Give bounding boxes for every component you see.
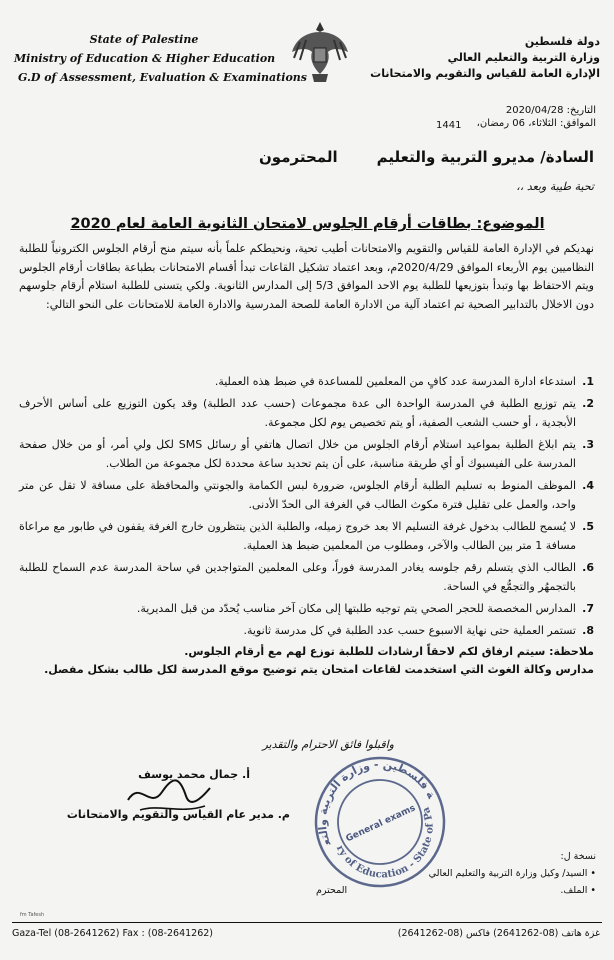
item-number: 6. xyxy=(582,561,594,574)
item-text: استدعاء ادارة المدرسة عدد كافٍ من المعلمين للمساعدة في ضبط هذه العملية. xyxy=(214,375,576,388)
footer-contact-ar: غزة هاتف (08-2641262) فاكس (08-2641262) xyxy=(397,928,600,939)
item-text: المدارس المخصصة للحجر الصحي يتم توجيه طلبتها إلى مكان آخر مناسب يُحدّد من قبل المديرية. xyxy=(136,602,576,615)
header-ar-state: دولة فلسطين xyxy=(524,35,600,48)
header-en-ministry: Ministry of Education & Higher Education xyxy=(14,52,276,65)
item-number: 3. xyxy=(582,438,594,451)
item-number: 2. xyxy=(582,397,594,410)
stamp-center-text: General exams xyxy=(344,803,418,845)
addressee-respected: المحترمون xyxy=(259,148,338,166)
intro-paragraph: نهديكم في الإدارة العامة للقياس والتقويم والامتحانات أطيب تحية، ونحيطكم علماً بأنه سيتم منح أرقام الجلوس الكترونياً للطلبة النظاميين يوم الأربعاء الموافق 2020/4/29م، وبعد اعتماد تشكيل القاعات تبدأ أقسام الامتحانات بطباعة بطاقات أرقام الجلوس ويتم الاحتفاظ بها وتبدأ بتوزيعها للطلبة يوم الاحد الموافق 5/3 إلى المدارس الثانوية. ولكي يتسنى للطلبة استلام أرقام جلوسهم دون الاخلال بالتدابير الصحية تم اعتماد آلية من الادارة العامة للصحة المدرسية والادارة العامة للامتحانات على النحو التالي: xyxy=(19,242,594,311)
list-item xyxy=(19,394,594,432)
item-text: الموظف المنوط به تسليم الطلبة أرقام الجلوس، ضرورة لبس الكمامة والجونتي والمحافظة على مسافة لا تقل عن متر واحد، والعمل على تقليل فترة مكوث الطالب في الغرفة الى الحدّ الأدنى. xyxy=(19,479,576,511)
copies-block xyxy=(316,848,596,899)
list-item xyxy=(19,621,594,640)
item-number: 8. xyxy=(582,624,594,637)
cc-file: • الملف. xyxy=(560,885,596,896)
signer-name: أ. جمال محمد يوسف xyxy=(138,768,250,781)
addressee-line xyxy=(19,148,594,166)
list-item xyxy=(19,517,594,555)
hijri-year: 1441 xyxy=(436,120,462,131)
item-text: الطالب الذي يتسلم رقم جلوسه يغادر المدرسة فوراً، وعلى المعلمين المتواجدين في ساحة المدرسة عدم السماح للطلبة بالتجمهُر والتجمُّع في الساحة. xyxy=(19,561,576,593)
header-en-state: State of Palestine xyxy=(89,33,199,46)
cc-heading: نسخة ل: xyxy=(560,851,596,862)
item-number: 1. xyxy=(582,375,594,388)
item-number: 7. xyxy=(582,602,594,615)
list-item xyxy=(19,599,594,618)
printer-mark: fm Tafesh xyxy=(20,912,45,918)
cc-line-2: الملف. xyxy=(560,885,588,896)
item-number: 5. xyxy=(582,520,594,533)
greeting: تحية طيبة وبعد ،، xyxy=(516,180,594,193)
stamp-ring-text: Ministry of Education - State of Palestine xyxy=(333,805,436,881)
stamp-outer-text: دولة فلسطين - وزارة التربية والتعليم xyxy=(315,757,438,848)
footer-divider xyxy=(12,922,602,923)
cc-line-1: السيد/ وكيل وزارة التربية والتعليم العالي xyxy=(428,868,588,879)
header-en-department: G.D of Assessment, Evaluation & Examinations xyxy=(18,71,307,84)
closing-salutation: واقبلوا فائق الاحترام والتقدير xyxy=(262,738,394,751)
list-item xyxy=(19,476,594,514)
addressee-to: السادة/ مديرو التربية والتعليم xyxy=(376,148,594,166)
item-text: يتم توزيع الطلبة في المدرسة الواحدة الى عدة مجموعات (حسب عدد الطلبة) وقد يكون التوزيع على أساس الأحرف الأبجدية ، أو حسب الشعب الصفية، أو يتم تخصيص يوم لكل مجموعة. xyxy=(19,397,576,429)
eagle-emblem-icon xyxy=(290,18,350,86)
cc-undersecretary: • السيد/ وكيل وزارة التربية والتعليم العالي xyxy=(428,868,596,879)
date-block xyxy=(396,104,596,130)
subject-line: الموضوع: بطاقات أرقام الجلوس لامتحان الثانوية العامة لعام 2020 xyxy=(70,216,545,232)
item-text: لا يُسمح للطالب بدخول غرفة التسليم الا بعد خروج زميله، والطلبة الذين ينتظرون خارج الغرفة يقفون في طابور مع مراعاة مسافة 1 متر بين الطالب والآخر، ومطلوب من المعلمين ضبط هذ العملية. xyxy=(19,520,576,552)
item-text: يتم ابلاغ الطلبة بمواعيد استلام أرقام الجلوس من خلال اتصال هاتفي أو رسائل SMS لكل ولي أمر، أو من خلال صفحة المدرسة على الفيسبوك أو أي طريقة مناسبة، على أن يتم تحديد ساعة محددة لكل مجموعة من الطلاب. xyxy=(19,438,576,470)
signer-title: م. مدير عام القياس والتقويم والامتحانات xyxy=(66,808,290,821)
header-arabic xyxy=(370,34,600,82)
header-ar-department: الإدارة العامة للقياس والتقويم والامتحانات xyxy=(370,67,600,80)
item-text: تستمر العملية حتى نهاية الاسبوع حسب عدد الطلبة في كل مدرسة ثانوية. xyxy=(243,624,576,637)
item-number: 4. xyxy=(582,479,594,492)
cc-respected: المحترم xyxy=(316,885,348,896)
list-item xyxy=(19,558,594,596)
hijri-date: الموافق: الثلاثاء، 06 رمضان، xyxy=(476,118,596,129)
header-ar-ministry: وزارة التربية والتعليم العالي xyxy=(447,51,600,64)
instructions-list xyxy=(19,372,594,679)
footer-contact-en: Gaza-Tel (08-2641262) Fax : (08-2641262) xyxy=(12,928,214,939)
note-unrwa-schools: مدارس وكالة الغوث التي استخدمت لقاعات امتحان يتم توضيح موقع المدرسة لكل طالب بشكل مفصل. xyxy=(44,663,594,676)
gregorian-date: التاريخ: 2020/04/28 xyxy=(505,105,596,116)
header-english xyxy=(14,30,307,87)
list-item xyxy=(19,435,594,473)
list-item xyxy=(19,372,594,391)
note-students-guidance: ملاحظة: سيتم ارفاق لكم لاحقاً ارشادات للطلبة توزع لهم مع أرقام الجلوس. xyxy=(184,645,594,658)
